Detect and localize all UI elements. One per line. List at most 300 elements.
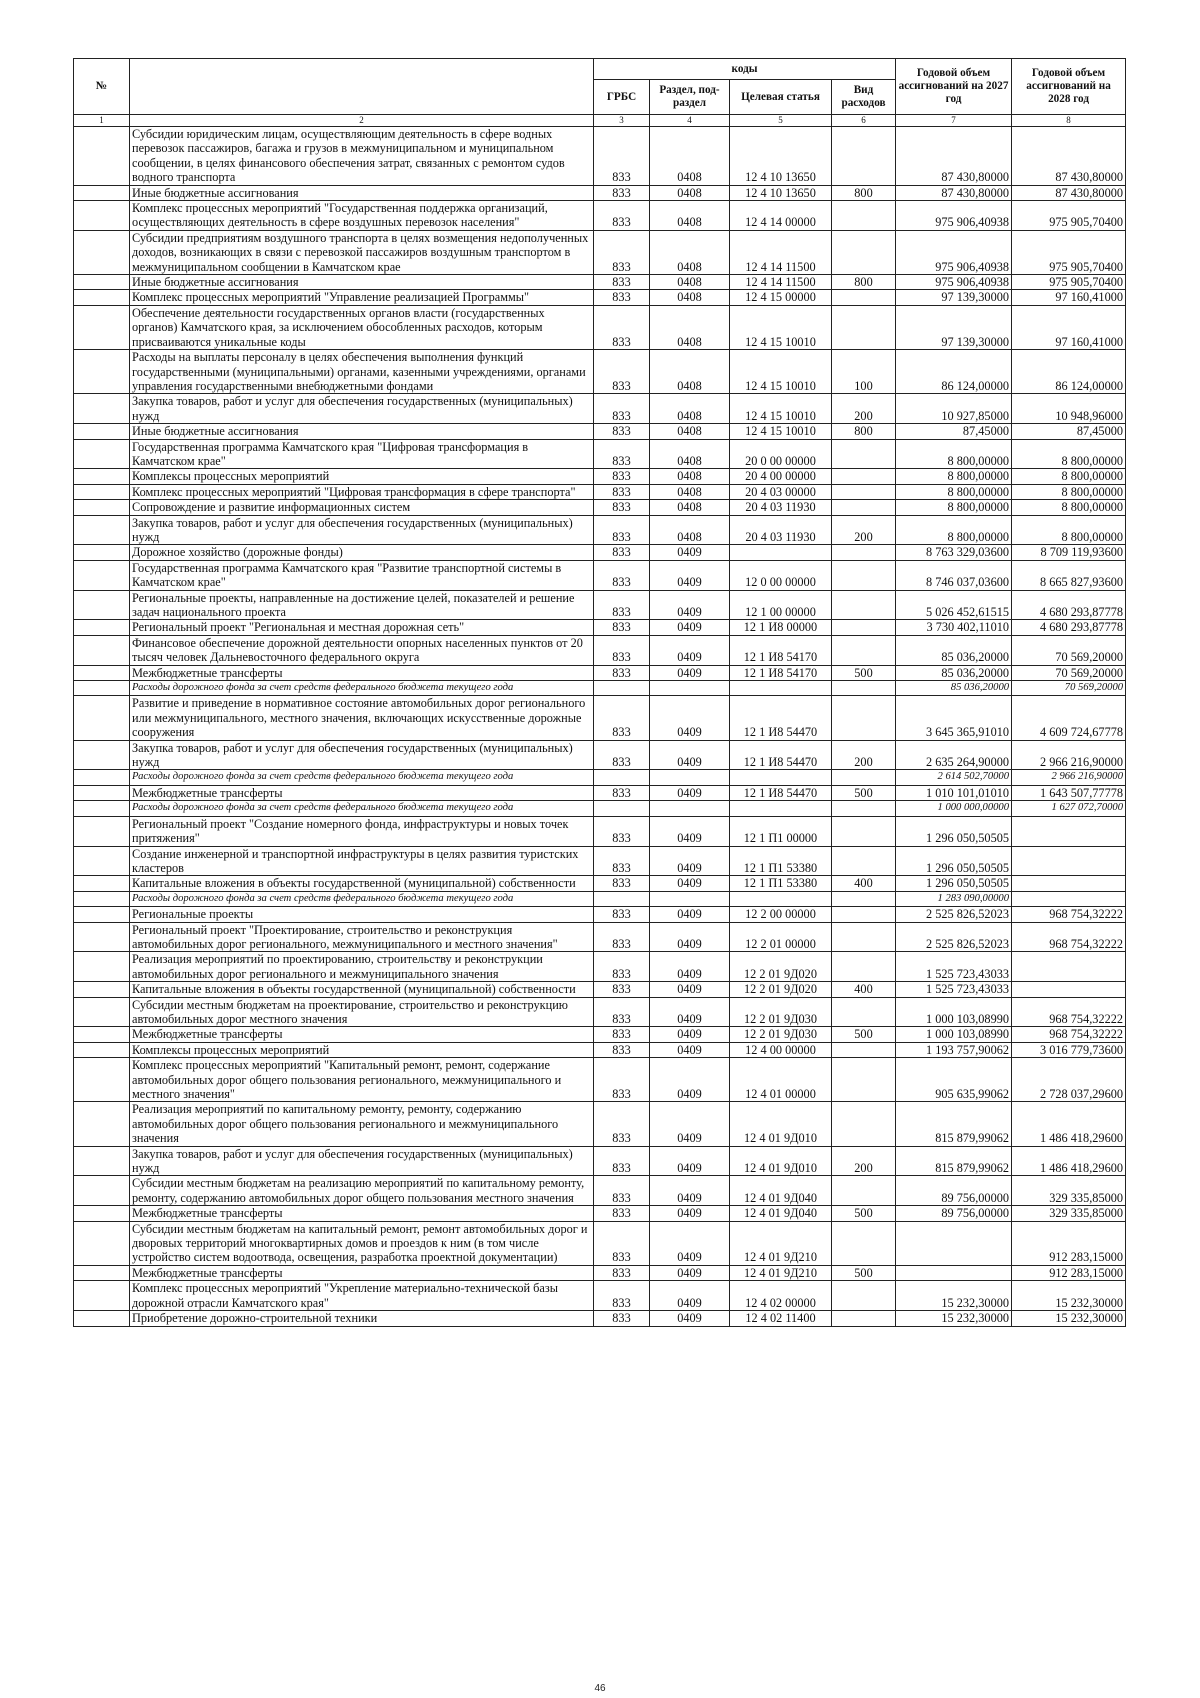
row-amount-2028: 912 283,15000 (1012, 1221, 1126, 1265)
table-row (74, 515, 1126, 545)
row-razdel (650, 681, 730, 696)
row-target-article: 12 1 И8 00000 (730, 620, 832, 635)
row-target-article: 12 2 01 00000 (730, 922, 832, 952)
row-amount-2027: 2 635 264,90000 (896, 740, 1012, 770)
row-name: Капитальные вложения в объекты государственной (муниципальной) собственности (130, 876, 594, 891)
header-2027: Годовой объем ассигнований на 2027 год (896, 59, 1012, 115)
table-row (74, 846, 1126, 876)
row-number (74, 876, 130, 891)
row-expense-type (832, 545, 896, 560)
row-name: Расходы на выплаты персоналу в целях обеспечения выполнения функций государственными (муниципальными) органами, казенными учреждениями, органами управления государственными внебюджетными фондами (130, 350, 594, 394)
row-name: Сопровождение и развитие информационных систем (130, 500, 594, 515)
row-number (74, 620, 130, 635)
row-razdel: 0408 (650, 439, 730, 469)
row-target-article: 12 4 15 10010 (730, 394, 832, 424)
row-amount-2027: 2 525 826,52023 (896, 907, 1012, 922)
table-row (74, 907, 1126, 922)
table-row (74, 439, 1126, 469)
row-expense-type (832, 1281, 896, 1311)
row-amount-2027: 815 879,99062 (896, 1146, 1012, 1176)
row-amount-2027: 1 000 103,08990 (896, 997, 1012, 1027)
row-grbs: 833 (594, 876, 650, 891)
row-grbs: 833 (594, 846, 650, 876)
row-number (74, 305, 130, 349)
row-target-article (730, 770, 832, 785)
row-razdel: 0409 (650, 785, 730, 800)
row-grbs: 833 (594, 424, 650, 439)
row-expense-type (832, 846, 896, 876)
row-expense-type: 400 (832, 876, 896, 891)
row-amount-2027: 8 800,00000 (896, 469, 1012, 484)
row-target-article: 12 2 00 00000 (730, 907, 832, 922)
row-target-article: 12 4 02 00000 (730, 1281, 832, 1311)
row-amount-2028: 4 680 293,87778 (1012, 620, 1126, 635)
row-number (74, 816, 130, 846)
row-amount-2027 (896, 1265, 1012, 1280)
row-razdel: 0409 (650, 846, 730, 876)
row-expense-type: 500 (832, 1206, 896, 1221)
row-number (74, 127, 130, 186)
row-amount-2027: 89 756,00000 (896, 1206, 1012, 1221)
table-row (74, 1042, 1126, 1057)
row-expense-type (832, 816, 896, 846)
colnum-1: 1 (74, 115, 130, 127)
row-name: Субсидии местным бюджетам на проектирование, строительство и реконструкцию автомобильных дорог местного значения (130, 997, 594, 1027)
row-amount-2027: 1 296 050,50505 (896, 816, 1012, 846)
table-row (74, 801, 1126, 816)
row-target-article: 20 4 00 00000 (730, 469, 832, 484)
row-grbs: 833 (594, 1265, 650, 1280)
row-expense-type: 500 (832, 1265, 896, 1280)
colnum-6: 6 (832, 115, 896, 127)
row-razdel: 0408 (650, 305, 730, 349)
row-grbs: 833 (594, 1176, 650, 1206)
row-name: Создание инженерной и транспортной инфраструктуры в целях развития туристских кластеров (130, 846, 594, 876)
row-name: Субсидии местным бюджетам на капитальный ремонт, ремонт автомобильных дорог и дворовых территорий многоквартирных домов и проездов к ним (в том числе устройство систем водоотвода, освещения, разработка проектной документации) (130, 1221, 594, 1265)
row-amount-2027: 975 906,40938 (896, 230, 1012, 274)
header-2028: Годовой объем ассигнований на 2028 год (1012, 59, 1126, 115)
row-amount-2027: 905 635,99062 (896, 1058, 1012, 1102)
row-target-article: 12 1 И8 54170 (730, 665, 832, 680)
row-target-article (730, 891, 832, 906)
row-amount-2027: 2 614 502,70000 (896, 770, 1012, 785)
budget-table (73, 58, 1126, 1327)
table-row (74, 635, 1126, 665)
row-expense-type (832, 484, 896, 499)
table-row (74, 1311, 1126, 1326)
row-razdel: 0409 (650, 560, 730, 590)
table-row (74, 545, 1126, 560)
row-amount-2027: 8 746 037,03600 (896, 560, 1012, 590)
row-amount-2027: 1 525 723,43033 (896, 982, 1012, 997)
row-expense-type (832, 469, 896, 484)
row-target-article: 12 4 00 00000 (730, 1042, 832, 1057)
row-expense-type (832, 439, 896, 469)
row-amount-2027: 87 430,80000 (896, 127, 1012, 186)
table-row (74, 770, 1126, 785)
table-row (74, 982, 1126, 997)
row-name: Региональный проект "Региональная и местная дорожная сеть" (130, 620, 594, 635)
row-amount-2028: 912 283,15000 (1012, 1265, 1126, 1280)
row-amount-2028 (1012, 876, 1126, 891)
row-grbs: 833 (594, 1102, 650, 1146)
row-name: Субсидии местным бюджетам на реализацию мероприятий по капитальному ремонту, ремонту, содержанию автомобильных дорог общего пользования местного значения (130, 1176, 594, 1206)
row-number (74, 185, 130, 200)
row-razdel: 0409 (650, 740, 730, 770)
table-row (74, 1146, 1126, 1176)
table-row (74, 922, 1126, 952)
row-amount-2027: 1 000 103,08990 (896, 1027, 1012, 1042)
row-name: Региональные проекты, направленные на достижение целей, показателей и решение задач национального проекта (130, 590, 594, 620)
row-number (74, 785, 130, 800)
row-amount-2028: 329 335,85000 (1012, 1206, 1126, 1221)
row-razdel: 0409 (650, 816, 730, 846)
row-number (74, 907, 130, 922)
row-number (74, 275, 130, 290)
table-row (74, 305, 1126, 349)
row-expense-type (832, 801, 896, 816)
row-amount-2028: 70 569,20000 (1012, 681, 1126, 696)
row-grbs: 833 (594, 907, 650, 922)
colnum-7: 7 (896, 115, 1012, 127)
row-razdel (650, 770, 730, 785)
row-amount-2028 (1012, 952, 1126, 982)
row-amount-2027: 975 906,40938 (896, 201, 1012, 231)
row-razdel: 0409 (650, 1027, 730, 1042)
row-target-article: 12 2 01 9Д020 (730, 982, 832, 997)
row-razdel: 0409 (650, 1176, 730, 1206)
row-amount-2027: 15 232,30000 (896, 1281, 1012, 1311)
row-number (74, 665, 130, 680)
row-amount-2028: 70 569,20000 (1012, 665, 1126, 680)
row-razdel: 0409 (650, 545, 730, 560)
table-row (74, 891, 1126, 906)
row-razdel: 0408 (650, 290, 730, 305)
row-amount-2027: 8 763 329,03600 (896, 545, 1012, 560)
row-expense-type (832, 1311, 896, 1326)
row-grbs: 833 (594, 1027, 650, 1042)
table-row (74, 816, 1126, 846)
row-target-article: 20 0 00 00000 (730, 439, 832, 469)
row-razdel: 0409 (650, 1221, 730, 1265)
row-grbs: 833 (594, 290, 650, 305)
row-target-article: 12 4 01 9Д210 (730, 1221, 832, 1265)
row-grbs: 833 (594, 1146, 650, 1176)
row-razdel: 0409 (650, 1311, 730, 1326)
row-amount-2028: 1 627 072,70000 (1012, 801, 1126, 816)
header-expense-type: Вид расходов (832, 80, 896, 115)
row-name: Дорожное хозяйство (дорожные фонды) (130, 545, 594, 560)
row-number (74, 681, 130, 696)
row-grbs: 833 (594, 982, 650, 997)
table-row (74, 876, 1126, 891)
table-row (74, 230, 1126, 274)
row-amount-2028: 968 754,32222 (1012, 1027, 1126, 1042)
row-grbs: 833 (594, 665, 650, 680)
row-target-article: 12 4 14 00000 (730, 201, 832, 231)
row-amount-2027: 5 026 452,61515 (896, 590, 1012, 620)
row-amount-2028: 70 569,20000 (1012, 635, 1126, 665)
row-grbs: 833 (594, 230, 650, 274)
row-amount-2028 (1012, 982, 1126, 997)
row-amount-2027: 8 800,00000 (896, 484, 1012, 499)
row-amount-2028: 15 232,30000 (1012, 1311, 1126, 1326)
row-razdel: 0409 (650, 590, 730, 620)
row-target-article: 12 4 14 11500 (730, 275, 832, 290)
row-grbs: 833 (594, 469, 650, 484)
row-razdel: 0408 (650, 127, 730, 186)
row-name: Закупка товаров, работ и услуг для обеспечения государственных (муниципальных) нужд (130, 740, 594, 770)
row-amount-2027: 8 800,00000 (896, 500, 1012, 515)
row-target-article: 12 4 01 9Д040 (730, 1206, 832, 1221)
row-target-article (730, 545, 832, 560)
row-amount-2027: 1 000 000,00000 (896, 801, 1012, 816)
table-row (74, 1027, 1126, 1042)
row-expense-type: 500 (832, 1027, 896, 1042)
row-name: Капитальные вложения в объекты государственной (муниципальной) собственности (130, 982, 594, 997)
header-target-article: Целевая статья (730, 80, 832, 115)
row-grbs: 833 (594, 275, 650, 290)
row-amount-2028: 87 430,80000 (1012, 185, 1126, 200)
row-target-article: 12 4 10 13650 (730, 185, 832, 200)
row-grbs: 833 (594, 997, 650, 1027)
row-amount-2028: 4 680 293,87778 (1012, 590, 1126, 620)
row-number (74, 770, 130, 785)
row-amount-2028: 968 754,32222 (1012, 997, 1126, 1027)
row-name: Расходы дорожного фонда за счет средств федерального бюджета текущего года (130, 770, 594, 785)
row-grbs: 833 (594, 1221, 650, 1265)
row-grbs: 833 (594, 590, 650, 620)
row-target-article: 20 4 03 00000 (730, 484, 832, 499)
row-expense-type (832, 560, 896, 590)
row-name: Межбюджетные трансферты (130, 665, 594, 680)
row-razdel: 0408 (650, 515, 730, 545)
row-amount-2028: 97 160,41000 (1012, 290, 1126, 305)
row-grbs: 833 (594, 620, 650, 635)
row-razdel: 0409 (650, 696, 730, 740)
row-number (74, 1027, 130, 1042)
row-expense-type (832, 127, 896, 186)
row-amount-2027: 86 124,00000 (896, 350, 1012, 394)
row-razdel: 0409 (650, 997, 730, 1027)
row-name: Комплексы процессных мероприятий (130, 1042, 594, 1057)
row-number (74, 484, 130, 499)
row-expense-type (832, 590, 896, 620)
row-name: Субсидии предприятиям воздушного транспорта в целях возмещения недополученных доходов, возникающих в связи с перевозкой пассажиров воздушным транспортом в межмуниципальном сообщении в Камчатском крае (130, 230, 594, 274)
table-row (74, 185, 1126, 200)
row-amount-2028: 8 709 119,93600 (1012, 545, 1126, 560)
row-amount-2028: 8 800,00000 (1012, 469, 1126, 484)
row-number (74, 997, 130, 1027)
row-amount-2028: 3 016 779,73600 (1012, 1042, 1126, 1057)
colnum-2: 2 (130, 115, 594, 127)
row-number (74, 1206, 130, 1221)
row-name: Развитие и приведение в нормативное состояние автомобильных дорог регионального или межмуниципального, местного значения, включающих искусственные дорожные сооружения (130, 696, 594, 740)
table-row (74, 740, 1126, 770)
row-expense-type: 800 (832, 424, 896, 439)
row-amount-2027: 87 430,80000 (896, 185, 1012, 200)
row-expense-type (832, 1058, 896, 1102)
row-razdel: 0408 (650, 201, 730, 231)
row-razdel: 0409 (650, 1146, 730, 1176)
colnum-5: 5 (730, 115, 832, 127)
row-name: Расходы дорожного фонда за счет средств федерального бюджета текущего года (130, 891, 594, 906)
row-expense-type: 200 (832, 394, 896, 424)
table-row (74, 1281, 1126, 1311)
row-amount-2027: 85 036,20000 (896, 681, 1012, 696)
row-expense-type: 400 (832, 982, 896, 997)
row-target-article: 12 4 10 13650 (730, 127, 832, 186)
row-razdel: 0408 (650, 275, 730, 290)
row-amount-2027: 89 756,00000 (896, 1176, 1012, 1206)
row-amount-2027: 1 296 050,50505 (896, 876, 1012, 891)
row-amount-2027: 3 730 402,11010 (896, 620, 1012, 635)
row-razdel: 0408 (650, 394, 730, 424)
row-grbs: 833 (594, 1206, 650, 1221)
row-expense-type: 200 (832, 1146, 896, 1176)
row-amount-2028: 87 430,80000 (1012, 127, 1126, 186)
row-amount-2028: 8 800,00000 (1012, 500, 1126, 515)
row-expense-type (832, 681, 896, 696)
row-number (74, 891, 130, 906)
row-name: Расходы дорожного фонда за счет средств федерального бюджета текущего года (130, 801, 594, 816)
row-number (74, 290, 130, 305)
row-amount-2028: 8 665 827,93600 (1012, 560, 1126, 590)
row-grbs: 833 (594, 740, 650, 770)
row-expense-type (832, 696, 896, 740)
row-razdel: 0409 (650, 1265, 730, 1280)
table-row (74, 127, 1126, 186)
row-name: Межбюджетные трансферты (130, 1265, 594, 1280)
row-amount-2028: 329 335,85000 (1012, 1176, 1126, 1206)
row-expense-type: 100 (832, 350, 896, 394)
row-amount-2028 (1012, 891, 1126, 906)
row-grbs (594, 681, 650, 696)
row-amount-2028: 86 124,00000 (1012, 350, 1126, 394)
row-name: Закупка товаров, работ и услуг для обеспечения государственных (муниципальных) нужд (130, 1146, 594, 1176)
row-target-article: 12 4 15 10010 (730, 305, 832, 349)
row-target-article: 12 4 01 9Д040 (730, 1176, 832, 1206)
row-target-article: 12 1 И8 54470 (730, 740, 832, 770)
row-grbs: 833 (594, 785, 650, 800)
row-name: Комплекс процессных мероприятий "Управление реализацией Программы" (130, 290, 594, 305)
row-expense-type: 200 (832, 740, 896, 770)
row-number (74, 439, 130, 469)
row-number (74, 1265, 130, 1280)
row-name: Закупка товаров, работ и услуг для обеспечения государственных (муниципальных) нужд (130, 394, 594, 424)
budget-rows (74, 127, 1126, 1327)
row-razdel: 0408 (650, 230, 730, 274)
row-amount-2028: 975 905,70400 (1012, 201, 1126, 231)
row-razdel: 0409 (650, 1058, 730, 1102)
column-numbers-row (74, 115, 1126, 127)
header-razdel: Раздел, под-раздел (650, 80, 730, 115)
row-grbs: 833 (594, 816, 650, 846)
table-row (74, 665, 1126, 680)
row-razdel: 0409 (650, 952, 730, 982)
row-amount-2027: 87,45000 (896, 424, 1012, 439)
row-name: Государственная программа Камчатского края "Развитие транспортной системы в Камчатском крае" (130, 560, 594, 590)
row-name: Комплексы процессных мероприятий (130, 469, 594, 484)
table-row (74, 290, 1126, 305)
row-razdel: 0409 (650, 665, 730, 680)
row-number (74, 590, 130, 620)
row-number (74, 1176, 130, 1206)
row-number (74, 350, 130, 394)
row-amount-2028: 8 800,00000 (1012, 484, 1126, 499)
row-number (74, 982, 130, 997)
row-number (74, 230, 130, 274)
row-grbs: 833 (594, 1311, 650, 1326)
row-expense-type: 200 (832, 515, 896, 545)
row-grbs: 833 (594, 515, 650, 545)
row-name: Комплекс процессных мероприятий "Капитальный ремонт, ремонт, содержание автомобильных дорог общего пользования регионального, межмуниципального и местного значения" (130, 1058, 594, 1102)
row-expense-type (832, 952, 896, 982)
row-expense-type (832, 907, 896, 922)
row-amount-2028 (1012, 816, 1126, 846)
row-expense-type (832, 1176, 896, 1206)
row-razdel: 0408 (650, 500, 730, 515)
row-number (74, 1058, 130, 1102)
row-amount-2028: 15 232,30000 (1012, 1281, 1126, 1311)
row-name: Государственная программа Камчатского края "Цифровая трансформация в Камчатском крае" (130, 439, 594, 469)
row-name: Закупка товаров, работ и услуг для обеспечения государственных (муниципальных) нужд (130, 515, 594, 545)
row-expense-type (832, 891, 896, 906)
row-grbs (594, 891, 650, 906)
row-expense-type: 800 (832, 185, 896, 200)
table-row (74, 424, 1126, 439)
row-expense-type (832, 922, 896, 952)
row-target-article: 20 4 03 11930 (730, 500, 832, 515)
row-razdel: 0409 (650, 982, 730, 997)
row-name: Расходы дорожного фонда за счет средств федерального бюджета текущего года (130, 681, 594, 696)
row-grbs: 833 (594, 1042, 650, 1057)
row-amount-2027: 97 139,30000 (896, 290, 1012, 305)
row-amount-2028: 87,45000 (1012, 424, 1126, 439)
row-target-article: 12 1 И8 54170 (730, 635, 832, 665)
row-expense-type (832, 1221, 896, 1265)
row-expense-type: 500 (832, 785, 896, 800)
row-grbs: 833 (594, 952, 650, 982)
row-number (74, 696, 130, 740)
table-row (74, 1176, 1126, 1206)
row-target-article: 12 2 01 9Д020 (730, 952, 832, 982)
row-number (74, 1311, 130, 1326)
row-amount-2027: 815 879,99062 (896, 1102, 1012, 1146)
row-grbs: 833 (594, 635, 650, 665)
table-row (74, 1265, 1126, 1280)
row-expense-type (832, 305, 896, 349)
row-name: Иные бюджетные ассигнования (130, 185, 594, 200)
row-name: Реализация мероприятий по проектированию, строительству и реконструкции автомобильных дорог регионального и межмуниципального значения (130, 952, 594, 982)
table-row (74, 785, 1126, 800)
row-name: Комплекс процессных мероприятий "Цифровая трансформация в сфере транспорта" (130, 484, 594, 499)
row-target-article: 12 4 15 00000 (730, 290, 832, 305)
row-number (74, 560, 130, 590)
table-row (74, 590, 1126, 620)
row-amount-2028: 1 486 418,29600 (1012, 1102, 1126, 1146)
row-target-article: 12 1 И8 54470 (730, 785, 832, 800)
row-razdel: 0409 (650, 1042, 730, 1057)
row-number (74, 635, 130, 665)
row-number (74, 1042, 130, 1057)
row-amount-2027: 3 645 365,91010 (896, 696, 1012, 740)
row-razdel: 0408 (650, 484, 730, 499)
row-number (74, 1102, 130, 1146)
row-number (74, 394, 130, 424)
colnum-3: 3 (594, 115, 650, 127)
row-amount-2027: 85 036,20000 (896, 635, 1012, 665)
